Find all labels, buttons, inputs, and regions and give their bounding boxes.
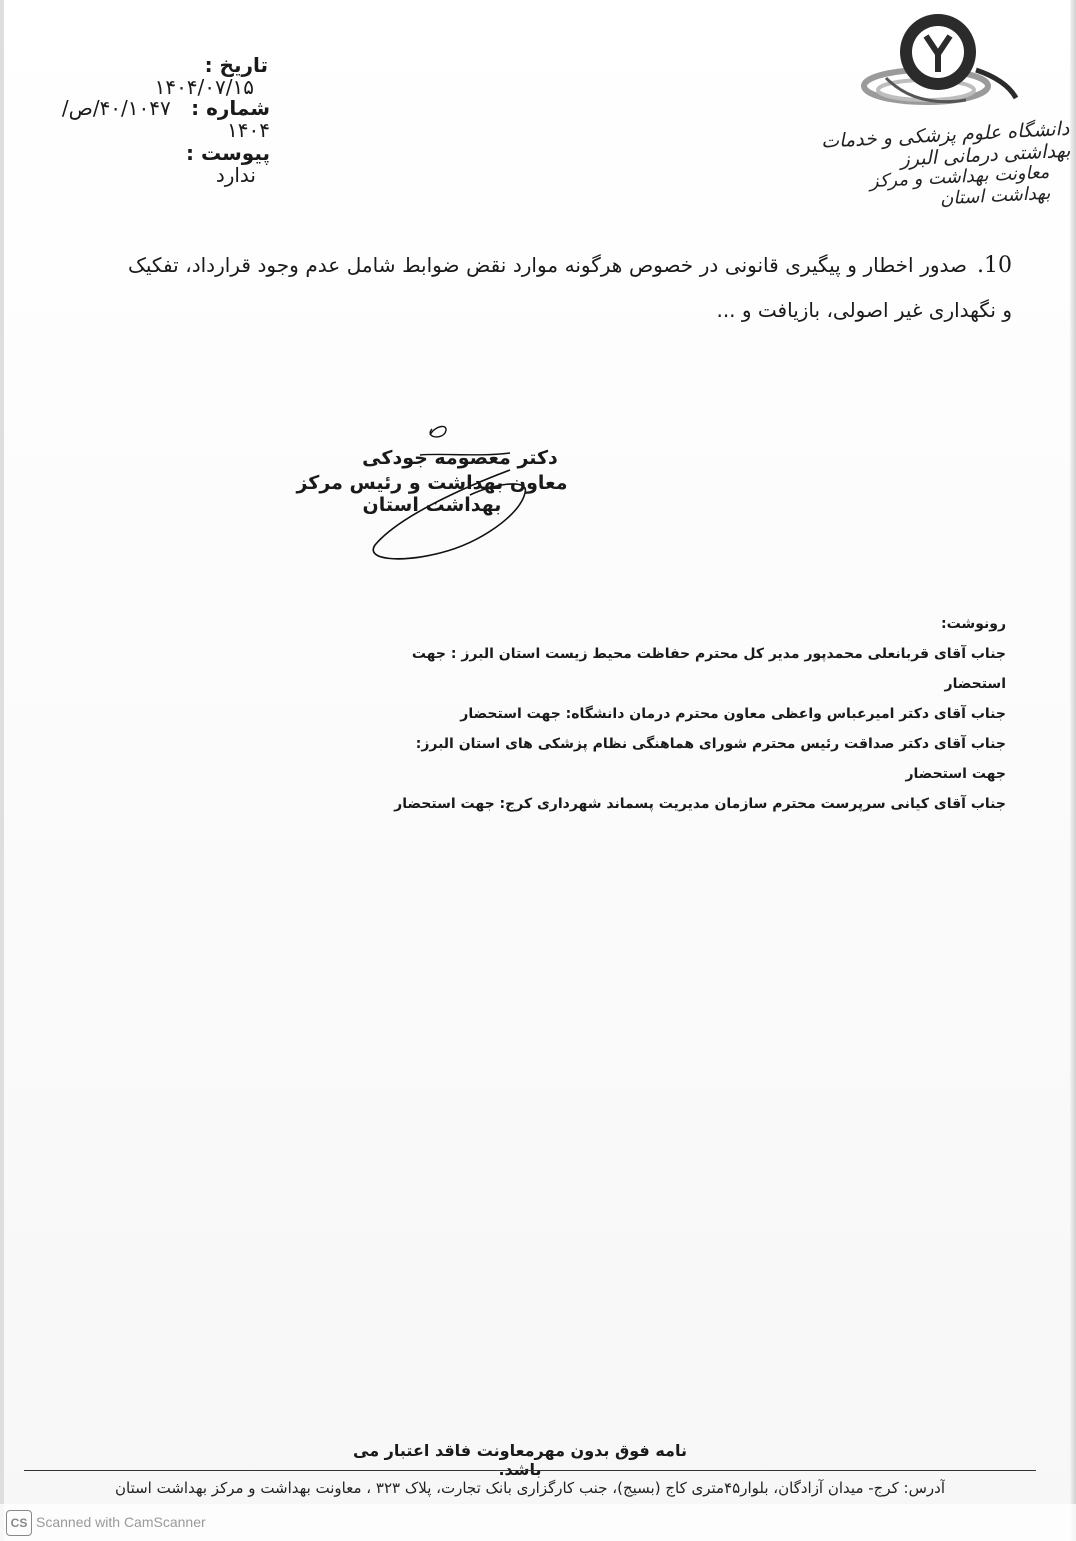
number-label: شماره : <box>191 96 270 120</box>
scan-edge-left <box>0 0 4 1541</box>
number-field <box>40 97 270 141</box>
date-label: تاریخ : <box>204 53 268 77</box>
camscanner-logo: CS <box>6 1510 32 1536</box>
validity-note: نامه فوق بدون مهرمعاونت فاقد اعتبار می باشد. <box>353 1441 687 1479</box>
footer-address: آدرس: کرج- میدان آزادگان، بلوار۴۵متری کاج (بسیج)، جنب کارگزاری بانک تجارت، پلاک ۳۲۳ ، معاونت بهداشت و مرکز بهداشت استان <box>115 1479 945 1497</box>
signatory-name: دکتر معصومه جودکی <box>362 447 558 469</box>
item-number: 10. <box>977 253 1012 278</box>
university-emblem-icon <box>856 8 1026 118</box>
attachment-value: ندارد <box>215 163 256 187</box>
cc-line: جناب آقای دکتر صداقت رئیس محترم شورای هماهنگی نظام پزشکی های استان البرز: جهت استحضار <box>415 736 1006 782</box>
number-value: ۴۰/۱۰۴۷/ص/۱۴۰۴ <box>61 96 270 142</box>
scanner-watermark-text: Scanned with CamScanner <box>36 1514 206 1530</box>
footer-divider <box>24 1470 1036 1471</box>
cc-line: جناب آقای دکتر امیرعباس واعظی معاون محترم درمان دانشگاه: جهت استحضار <box>460 706 1006 722</box>
date-field <box>88 54 268 98</box>
body-item <box>128 243 1012 332</box>
attachment-label: پیوست : <box>185 141 270 165</box>
cc-line: جناب آقای قربانعلی محمدپور مدیر کل محترم حفاظت محیط زیست استان البرز : جهت استحضار <box>411 646 1006 692</box>
cc-heading: رونوشت: <box>941 616 1006 632</box>
date-value: ۱۴۰۴/۰۷/۱۵ <box>154 75 254 99</box>
attachment-field <box>140 142 270 186</box>
scan-edge-right <box>1070 0 1076 1541</box>
org-name: دانشگاه علوم پزشکی و خدمات بهداشتی درمانی البرز <box>820 117 1071 171</box>
item-text: صدور اخطار و پیگیری قانونی در خصوص هرگونه موارد نقض ضوابط شامل عدم وجود قرارداد، تفکیک و نگهداری غیر اصولی، بازیافت و ... <box>128 253 1012 322</box>
cc-list <box>380 609 1006 819</box>
org-department: معاونت بهداشت و مرکز بهداشت استان <box>869 161 1051 210</box>
cc-line: جناب آقای کیانی سرپرست محترم سازمان مدیریت پسماند شهرداری کرج: جهت استحضار <box>394 796 1006 812</box>
signatory-title: معاون بهداشت و رئیس مرکز بهداشت استان <box>296 472 568 516</box>
